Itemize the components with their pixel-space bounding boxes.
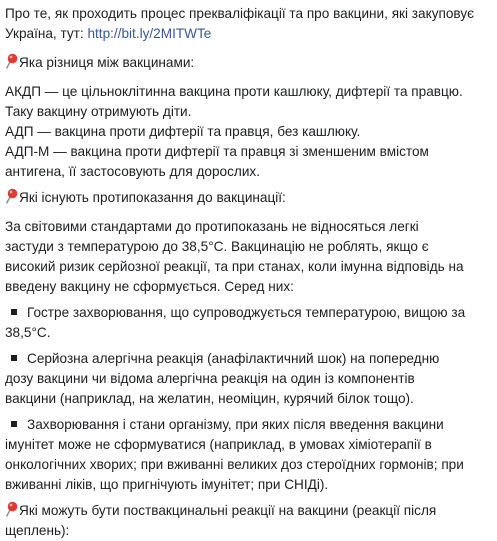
section1-line: АКДП — це цільноклітинна вакцина проти кашлюку, дифтерії та правцю. [5,84,463,99]
bullet-square-icon [11,309,17,315]
bullet-item [5,349,493,369]
section1-line: антигена, її застосовують для дорослих. [5,164,261,179]
intro-text: Про те, як проходить процес прекваліфікації та про вакцини, які закуповує Україна, тут: [5,6,475,41]
bullet-square-icon [11,421,17,427]
section2-paragraph [5,217,493,297]
section1-line: АДП-М — вакцина проти дифтерії та правця зі зменшеним вмістом [5,144,429,159]
section-heading-contraindications [5,188,493,208]
bullet-continuation: дозу вакцини чи відома алергічна реакція на один із компонентів [5,371,415,386]
section1-line: Таку вакцину отримують діти. [5,104,192,119]
bullet-first-line: Серйозна алергічна реакція (анафілактичний шок) на попередню [27,351,440,366]
intro-paragraph [5,4,493,44]
post-body [5,4,493,541]
bullet-item [5,303,493,323]
round-pushpin-icon [5,53,18,69]
section3-heading: Які можуть бути поствакцинальні реакції на вакцини (реакції після [19,503,437,518]
section3-heading-continuation: щеплень): [5,523,70,538]
bullet-continuation: вживанні ліків, що пригнічують імунітет; при СНІДі). [5,477,329,492]
section2-line: введену вакцину не сформується. Серед них: [5,279,294,294]
bullet-item [5,415,493,435]
intro-link[interactable]: http://bit.ly/2MITWTe [87,26,212,41]
bullet-continuation: онкологічних хворих; при вживанні великих доз стероїдних гормонів; при [5,457,464,472]
section-heading-reactions [5,501,493,521]
bullet-first-line: Гостре захворювання, що супроводжується температурою, вищою за [27,305,466,320]
section2-line: За світовими стандартами до протипоказань не відносяться легкі [5,219,419,234]
bullet-first-line: Захворювання і стани організму, при яких після введення вакцини [27,417,444,432]
section-heading-vaccine-differences [5,53,493,73]
bullet-square-icon [11,355,17,361]
section1-line: АДП — вакцина проти дифтерії та правця, без кашлюку. [5,124,361,139]
round-pushpin-icon [5,501,18,517]
section2-line: застуди з температурою до 38,5°C. Вакцинацію не роблять, якщо є [5,239,429,254]
bullet-continuation: вакцини (наприклад, на желатин, неоміцин, курячий білок тощо). [5,391,414,406]
bullet-continuation: 38,5°C. [5,325,51,340]
section1-text [5,82,493,182]
bullet-continuation: імунітет може не сформуватися (наприклад, в умовах хіміотерапії в [5,437,432,452]
section1-heading: Яка різниця між вакцинами: [19,55,195,70]
section2-line: високий ризик серйозної реакції, та при станах, коли імунна відповідь на [5,259,464,274]
section2-heading: Які існують протипоказання до вакцинації: [19,190,286,205]
round-pushpin-icon [5,188,18,204]
